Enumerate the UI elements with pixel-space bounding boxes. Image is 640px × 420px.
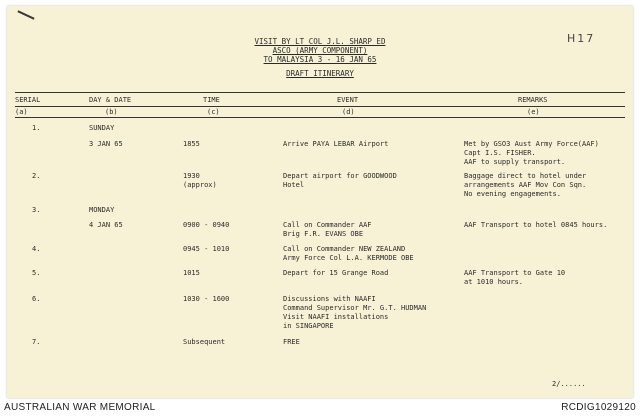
row-event: FREE (283, 338, 300, 346)
row-time: 0945 - 1010 (183, 245, 230, 253)
document-page (7, 6, 633, 398)
row-serial: 7. (32, 338, 41, 346)
row-day: 4 JAN 65 (89, 221, 123, 229)
header-rule-mid (15, 106, 625, 107)
continuation-mark: 2/...... (552, 380, 586, 388)
row-time: 1030 - 1600 (183, 295, 230, 303)
row-event: Discussions with NAAFI Command Supervisor Mr. G.T. HUDMAN Visit NAAFI installations in SINGAPORE (283, 295, 427, 330)
row-serial: 3. (32, 206, 41, 214)
title-line-3: TO MALAYSIA 3 - 16 JAN 65 (263, 55, 377, 64)
row-time: 1015 (183, 269, 200, 277)
title-line-1: VISIT BY LT COL J.L. SHARP ED (254, 37, 386, 46)
row-serial: 5. (32, 269, 41, 277)
row-time: Subsequent (183, 338, 226, 346)
row-remarks: Baggage direct to hotel under arrangements AAF Mov Con Sqn. No evening engagements. (464, 172, 587, 198)
row-time: 1855 (183, 140, 200, 148)
header-rule-top (15, 92, 625, 93)
row-day: SUNDAY (89, 124, 115, 132)
page-marker: H17 (567, 32, 596, 45)
col-header-remarks: REMARKS (518, 96, 548, 104)
row-day: 3 JAN 65 (89, 140, 123, 148)
archive-credit: AUSTRALIAN WAR MEMORIAL (4, 402, 156, 413)
col-header-time: TIME (203, 96, 220, 104)
row-event: Call on Commander NEW ZEALAND Army Force Col L.A. KERMODE OBE (283, 245, 414, 262)
row-day: MONDAY (89, 206, 115, 214)
archive-reference: RCDIG1029120 (561, 402, 636, 413)
row-remarks: AAF Transport to hotel 0845 hours. (464, 221, 608, 229)
row-time: 0900 - 0940 (183, 221, 230, 229)
document-subtitle: DRAFT ITINERARY (286, 69, 354, 78)
row-event: Call on Commander AAF Brig F.R. EVANS OBE (283, 221, 372, 238)
row-serial: 4. (32, 245, 41, 253)
row-serial: 1. (32, 124, 41, 132)
row-event: Arrive PAYA LEBAR Airport (283, 140, 389, 148)
row-serial: 2. (32, 172, 41, 180)
col-sub-time: (c) (207, 108, 220, 116)
row-remarks: Met by GSO3 Aust Army Force(AAF) Capt I.S. FISHER. AAF to supply transport. (464, 140, 599, 166)
col-header-event: EVENT (337, 96, 359, 104)
title-line-2: ASCO (ARMY COMPONENT) (272, 46, 368, 55)
row-event: Depart for 15 Grange Road (283, 269, 389, 277)
col-header-serial: SERIAL (15, 96, 41, 104)
header-rule-bottom (15, 117, 625, 118)
row-event: Depart airport for GOODWOOD Hotel (283, 172, 397, 189)
pen-mark (17, 10, 34, 19)
row-remarks: AAF Transport to Gate 10 at 1010 hours. (464, 269, 566, 286)
col-sub-event: (d) (342, 108, 355, 116)
col-sub-remarks: (e) (527, 108, 540, 116)
col-header-day: DAY & DATE (89, 96, 132, 104)
col-sub-serial: (a) (15, 108, 28, 116)
row-serial: 6. (32, 295, 41, 303)
col-sub-day: (b) (105, 108, 118, 116)
row-time: 1930 (approx) (183, 172, 217, 189)
